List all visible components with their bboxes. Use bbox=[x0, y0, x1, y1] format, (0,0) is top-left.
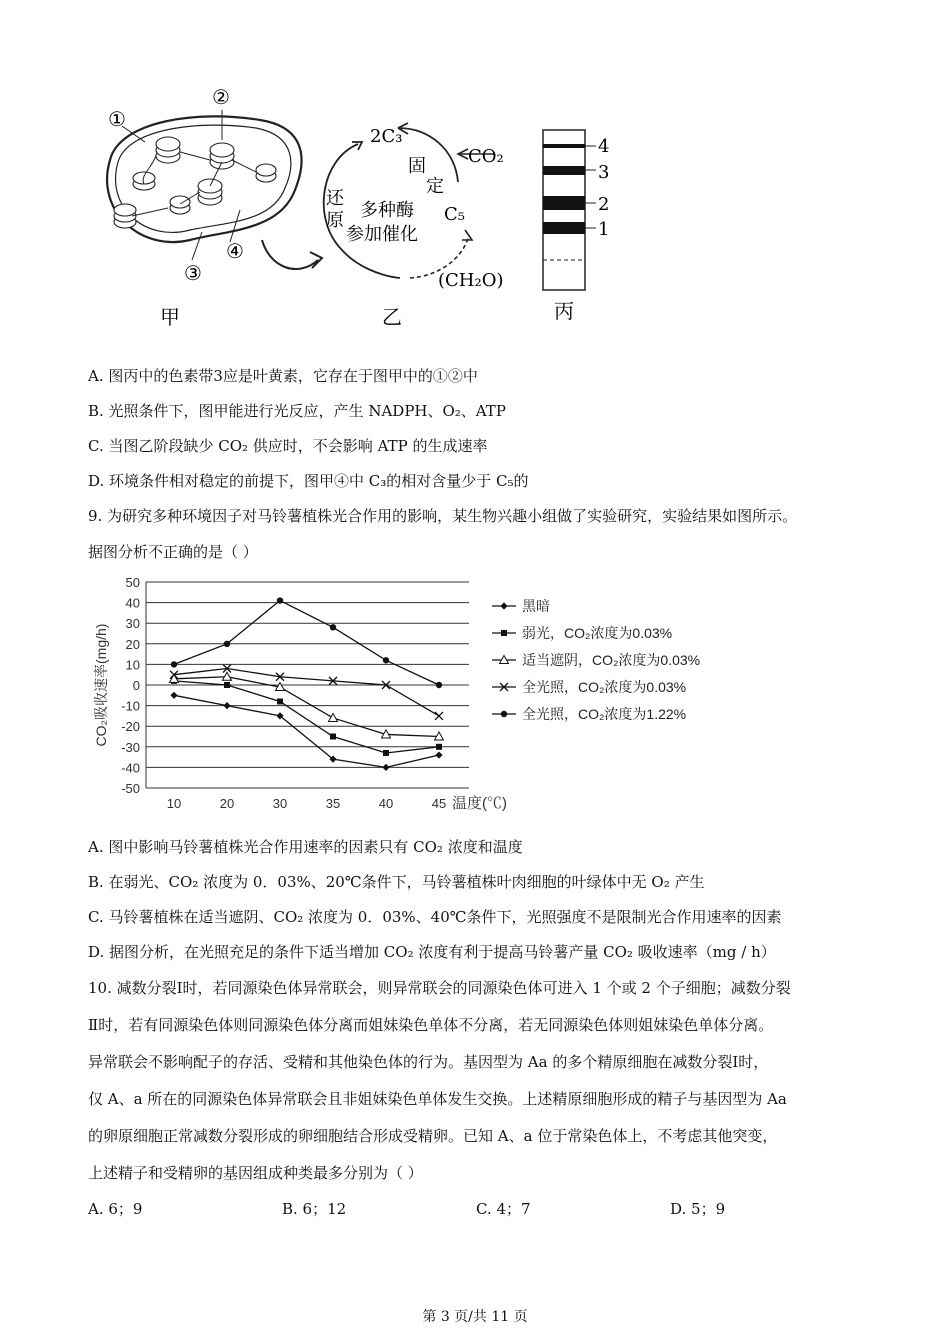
series-line bbox=[174, 695, 439, 767]
y-tick-label: 0 bbox=[132, 678, 140, 693]
x-tick-label: 35 bbox=[325, 796, 341, 811]
curved-arrow-icon bbox=[262, 240, 318, 269]
q9-stem-1: 9. 为研究多种环境因子对马铃薯植株光合作用的影响，某生物兴趣小组做了实验研究，实验结果如图所示。 bbox=[88, 507, 798, 525]
x-tick-label: 10 bbox=[166, 796, 182, 811]
x-tick-label: 20 bbox=[219, 796, 235, 811]
fix-label-1: 固 bbox=[408, 156, 426, 177]
y-tick-label: 50 bbox=[125, 575, 140, 590]
co2-absorption-chart bbox=[84, 570, 764, 820]
chromatography-strip bbox=[543, 130, 609, 323]
data-point bbox=[224, 682, 230, 688]
q8-option-c: C. 当图乙阶段缺少 CO₂ 供应时，不会影响 ATP 的生成速率 bbox=[88, 437, 488, 455]
q10-line-3: 异常联会不影响配子的存活、受精和其他染色体的行为。基因型为 Aa 的多个精原细胞在减数分裂Ⅰ时， bbox=[88, 1053, 769, 1071]
series-line bbox=[174, 681, 439, 753]
caption-yi: 乙 bbox=[382, 305, 402, 329]
legend-label: 全光照，CO₂浓度为1.22% bbox=[522, 706, 687, 722]
band-4: 4 bbox=[598, 136, 610, 157]
y-tick-label: -50 bbox=[121, 781, 140, 796]
data-point bbox=[436, 682, 442, 688]
legend-label: 弱光，CO₂浓度为0.03% bbox=[522, 625, 673, 641]
q8-option-d: D. 环境条件相对稳定的前提下，图甲④中 C₃的相对含量少于 C₅的 bbox=[88, 472, 529, 490]
band-1: 1 bbox=[598, 219, 610, 240]
series-line bbox=[174, 669, 439, 716]
q10-choice-a: A. 6；9 bbox=[88, 1200, 143, 1218]
y-tick-label: 40 bbox=[125, 595, 140, 611]
data-point bbox=[330, 734, 336, 740]
data-point bbox=[500, 602, 507, 609]
photosynthesis-figure bbox=[80, 80, 640, 340]
label-4: ④ bbox=[226, 239, 244, 263]
data-point bbox=[383, 750, 389, 756]
q10-choice-b: B. 6；12 bbox=[282, 1200, 347, 1218]
c5-label: C₅ bbox=[444, 204, 465, 225]
chloroplast-diagram bbox=[107, 85, 301, 329]
series-line bbox=[174, 601, 439, 685]
y-tick-label: 20 bbox=[125, 636, 140, 652]
label-3: ③ bbox=[184, 261, 202, 285]
label-2: ② bbox=[212, 85, 230, 109]
band-3: 3 bbox=[598, 162, 610, 183]
data-point bbox=[277, 597, 283, 603]
ch2o-label: (CH₂O) bbox=[438, 270, 504, 291]
data-point bbox=[171, 661, 177, 667]
data-point bbox=[382, 764, 389, 771]
q10-line-1: 10. 减数分裂Ⅰ时，若同源染色体异常联会，则异常联会的同源染色体可进入 1 个或 2 个子细胞；减数分裂 bbox=[88, 979, 791, 997]
reduce-label-1: 还 bbox=[326, 188, 344, 209]
y-tick-label: 10 bbox=[125, 657, 140, 673]
legend-label: 全光照，CO₂浓度为0.03% bbox=[522, 679, 687, 695]
x-tick-label: 30 bbox=[272, 796, 288, 811]
legend-label: 适当遮阴，CO₂浓度为0.03% bbox=[522, 652, 701, 668]
y-tick-label: 30 bbox=[125, 616, 140, 632]
chart-y-label: CO₂吸收速率(mg/h) bbox=[93, 623, 109, 747]
q9-option-a: A. 图中影响马铃薯植株光合作用速率的因素只有 CO₂ 浓度和温度 bbox=[88, 838, 523, 856]
fix-label-2: 定 bbox=[426, 176, 444, 197]
q10-line-6: 上述精子和受精卵的基因组成种类最多分别为（ ） bbox=[88, 1164, 423, 1182]
data-point bbox=[329, 713, 338, 721]
caption-jia: 甲 bbox=[160, 305, 180, 329]
band-2: 2 bbox=[598, 194, 610, 215]
y-tick-label: -20 bbox=[121, 719, 140, 735]
enzyme-label-1: 多种酶 bbox=[360, 200, 414, 221]
q10-choice-d: D. 5；9 bbox=[670, 1200, 726, 1218]
data-point bbox=[224, 641, 230, 647]
q9-option-b: B. 在弱光、CO₂ 浓度为 0．03%、20℃条件下，马铃薯植株叶肉细胞的叶绿体中无 O₂ 产生 bbox=[88, 873, 705, 891]
label-1: ① bbox=[108, 107, 126, 131]
data-point bbox=[330, 624, 336, 630]
data-point bbox=[383, 657, 389, 663]
q10-line-2: Ⅱ时，若有同源染色体则同源染色体分离而姐妹染色单体不分离，若无同源染色体则姐妹染色单体分离。 bbox=[88, 1016, 774, 1034]
reduce-label-2: 原 bbox=[326, 210, 344, 231]
enzyme-label-2: 参加催化 bbox=[346, 224, 418, 245]
calvin-cycle-diagram bbox=[324, 123, 504, 329]
q10-choice-c: C. 4；7 bbox=[476, 1200, 531, 1218]
data-point bbox=[170, 692, 177, 699]
page-footer: 第 3 页/共 11 页 bbox=[422, 1309, 528, 1325]
q10-line-5: 的卵原细胞正常减数分裂形成的卵细胞结合形成受精卵。已知 A、a 位于常染色体上，不考虑其他突变， bbox=[88, 1127, 778, 1145]
data-point bbox=[436, 744, 442, 750]
data-point bbox=[501, 630, 507, 636]
q9-option-c: C. 马铃薯植株在适当遮阴、CO₂ 浓度为 0．03%、40℃条件下，光照强度不是限制光合作用速率的因素 bbox=[88, 908, 782, 926]
y-tick-label: -30 bbox=[121, 739, 140, 755]
caption-bing: 丙 bbox=[554, 299, 574, 323]
series-line bbox=[174, 677, 439, 737]
data-point bbox=[435, 712, 443, 720]
co2-label: CO₂ bbox=[468, 146, 504, 167]
q8-option-a: A. 图丙中的色素带3应是叶黄素，它存在于图甲中的①②中 bbox=[88, 367, 478, 385]
q9-option-d: D. 据图分析，在光照充足的条件下适当增加 CO₂ 浓度有利于提高马铃薯产量 CO₂ 吸收速率（mg / h） bbox=[88, 943, 776, 961]
data-point bbox=[501, 711, 507, 717]
c3-label: 2C₃ bbox=[370, 126, 403, 147]
x-tick-label: 40 bbox=[378, 796, 394, 811]
q10-line-4: 仅 A、a 所在的同源染色体异常联会且非姐妹染色单体发生交换。上述精原细胞形成的精子与基因型为 Aa bbox=[88, 1090, 787, 1108]
y-tick-label: -40 bbox=[121, 760, 140, 776]
y-tick-label: -10 bbox=[121, 698, 140, 714]
x-tick-label: 45 bbox=[431, 796, 447, 811]
legend-label: 黑暗 bbox=[522, 598, 550, 614]
chart-x-label: 温度(℃) bbox=[452, 795, 507, 812]
data-point bbox=[277, 698, 283, 704]
data-point bbox=[223, 702, 230, 709]
q8-option-b: B. 光照条件下，图甲能进行光反应，产生 NADPH、O₂、ATP bbox=[88, 402, 506, 420]
data-point bbox=[435, 751, 442, 758]
q9-stem-2: 据图分析不正确的是（ ） bbox=[88, 543, 258, 561]
